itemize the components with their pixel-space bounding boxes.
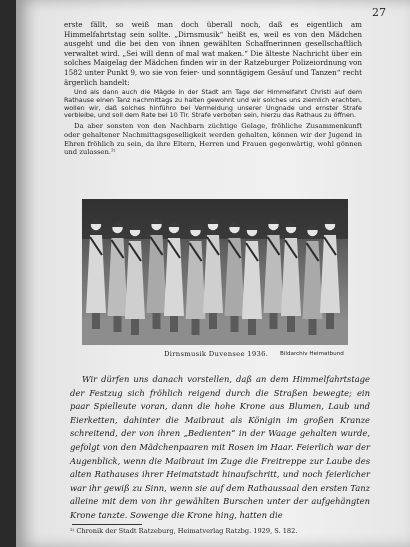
footnote-rule — [72, 524, 142, 525]
body-paragraph: erste fällt, so weiß man doch überall noch, daß es eigentlich am Himmelfahrtstag sein sollte. „Dirnsmusik“ heißt es, weil es von den Mädchen ausgeht und die bei den von ihnen gewählten Schaffnerinnen gesellschaftlich verwaltet wird. „Sei will denn of mal wat maken.“ Die älteste Nachricht über ein solches Maigelag der Mädchen finden wir in der Ratzeburger Polizeiordnung von 1582 unter Punkt 9, wo sie von feier- und sonntägigem Gesäuf und Tanzen“ recht ärgerlich handelt: — [64, 20, 362, 87]
group-photo — [82, 199, 348, 345]
book-page — [16, 0, 410, 547]
lower-paragraph: Wir dürfen uns danach vorstellen, daß an dem Himmelfahrtstage der Festzug sich fröhlich reigend durch die Straßen bewegte; ein paar Spielleute voran, dann die hohe Krone aus Blumen, Laub und Eierketten, dahinter die Maibraut als Königin im großen Kranze schreitend, der von ihren „Bedienten“ in der Waage gehalten wurde, gefolgt von den Mädchenpaaren mit Rosen im Haar. Feierlich war der Augenblick, wenn die Maibraut im Zuge die Freitreppe zur Laube des alten Rathauses ihrer Heimatstadt hinaufschritt, und noch feierlicher war ihr gewiß zu Sinn, wenn sie auf dem Rathaussaal den ersten Tanz alleine mit dem von ihr gewählten Burschen unter der aufgehängten Krone tanzte. Sowenge die Krone hing, hatten die — [70, 374, 370, 520]
caption-credit: Bildarchiv Heimatbund — [280, 351, 344, 357]
lower-text — [70, 373, 370, 523]
page-number: 27 — [372, 6, 386, 19]
caption-title: Dirnsmusik Duvensee 1936. — [164, 350, 269, 358]
quote-block: Und als dann auch die Mägde in der Stadt am Tage der Himmelfahrt Christi auf dem Rathause einen Tanz nachmittags zu halten gewohnt und wir solches uns ziemlich erachten, wollen wir, daß solches hinführo bei Vermeidung unserer Ungnade und ernster Strafe verbleibe, und soll dem Rate bei 10 Tlr. Strafe verboten sein, hierzu das Rathaus zu öffnen. — [64, 88, 362, 120]
second-paragraph: Da aber sonsten von den Nachbarn züchtige Gelage, fröhliche Zusammenkunft oder gehaltener Nachmittagsgeselligkeit werden gehalten, können wir der Jugend in Ehren fröhlich zu sein, da ihre Eltern, Herren und Frauen gegenwärtig, wohl gönnen und zulassen.²⁾ — [64, 121, 362, 157]
group-photo-image — [82, 199, 348, 345]
upper-text — [64, 20, 362, 157]
footnote: ²⁾ Chronik der Stadt Ratzeburg, Heimatverlag Ratzbg. 1929, S. 182. — [70, 527, 298, 535]
